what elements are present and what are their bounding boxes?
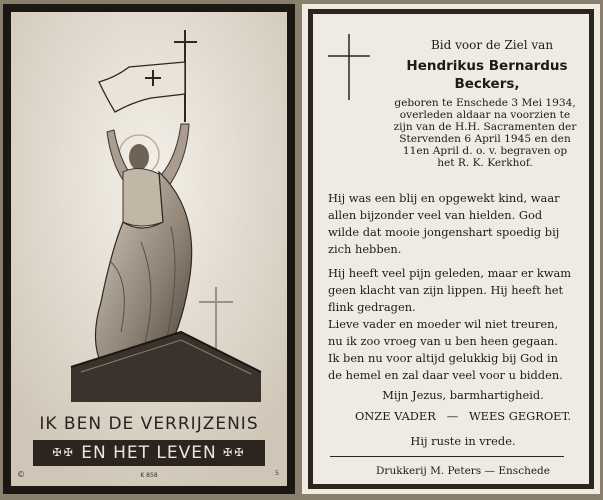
paragraph-line: nu ik zoo vroeg van u ben heen gegaan.	[328, 334, 558, 348]
paragraph-1	[328, 190, 598, 258]
torso	[123, 168, 163, 226]
paragraph-line: flink gedragen.	[328, 300, 416, 314]
paragraph-line: zich hebben.	[328, 242, 402, 256]
bio-line: Stervenden 6 April 1945 en den	[399, 133, 571, 145]
caption-crosses-right: ✠✠	[223, 446, 246, 459]
biography	[374, 97, 596, 169]
deceased-name-line2: Beckers,	[454, 76, 520, 92]
head	[129, 144, 149, 170]
paragraph-line: Hij heeft veel pijn geleden, maar er kwam	[328, 266, 572, 280]
intro-text: Bid voor de Ziel van	[430, 38, 554, 52]
prayer-1: ONZE VADER	[354, 409, 436, 423]
paragraph-line: allen bijzonder veel van hielden. God	[328, 208, 543, 222]
bio-line: zijn van de H.H. Sacramenten der	[393, 121, 577, 133]
memorial-card-text-side	[302, 4, 600, 494]
bio-line: het R. K. Kerkhof.	[437, 157, 533, 169]
image-panel	[11, 12, 287, 486]
cross-icon	[324, 32, 374, 102]
rest-in-peace: Hij ruste in vrede.	[410, 434, 516, 448]
prayer-separator: —	[446, 409, 459, 423]
paragraph-line: Ik ben nu voor altijd gelukkig bij God in	[328, 351, 558, 365]
print-number: 5	[275, 470, 279, 477]
caption-line2	[33, 440, 265, 466]
paragraph-line: Lieve vader en moeder wil niet treuren,	[328, 317, 559, 331]
paragraph-3	[328, 316, 598, 384]
prayer-line	[328, 409, 598, 423]
paragraph-2	[328, 265, 598, 316]
caption-line1: IK BEN DE VERRIJZENIS	[39, 414, 259, 434]
deceased-name-line1: Hendrikus Bernardus	[406, 58, 568, 74]
print-code: K 858	[140, 472, 158, 479]
caption-crosses-left: ✠✠	[52, 446, 75, 459]
paragraph-line: Hij was een blij en opgewekt kind, waar	[328, 191, 560, 205]
bio-line: overleden aldaar na voorzien te	[399, 109, 571, 121]
caption-line2-text: EN HET LEVEN	[81, 443, 217, 463]
bio-line: 11en April d. o. v. begraven op	[402, 145, 568, 157]
print-mark: ©	[17, 470, 25, 479]
printer-credit: Drukkerij M. Peters — Enschede	[376, 465, 550, 477]
prayer-2: WEES GEGROET.	[468, 409, 572, 423]
paragraph-line: geen klacht van zijn lippen. Hij heeft het	[328, 283, 564, 297]
memorial-card-image-side	[3, 4, 295, 494]
paragraph-line: wilde dat mooie jongenshart spoedig bij	[328, 225, 560, 239]
paragraph-line: de hemel en zal daar veel voor u bidden.	[328, 368, 563, 382]
closing-invocation: Mijn Jezus, barmhartigheid.	[382, 388, 544, 402]
bio-line: geboren te Enschede 3 Mei 1934,	[394, 97, 576, 109]
divider	[330, 456, 564, 457]
